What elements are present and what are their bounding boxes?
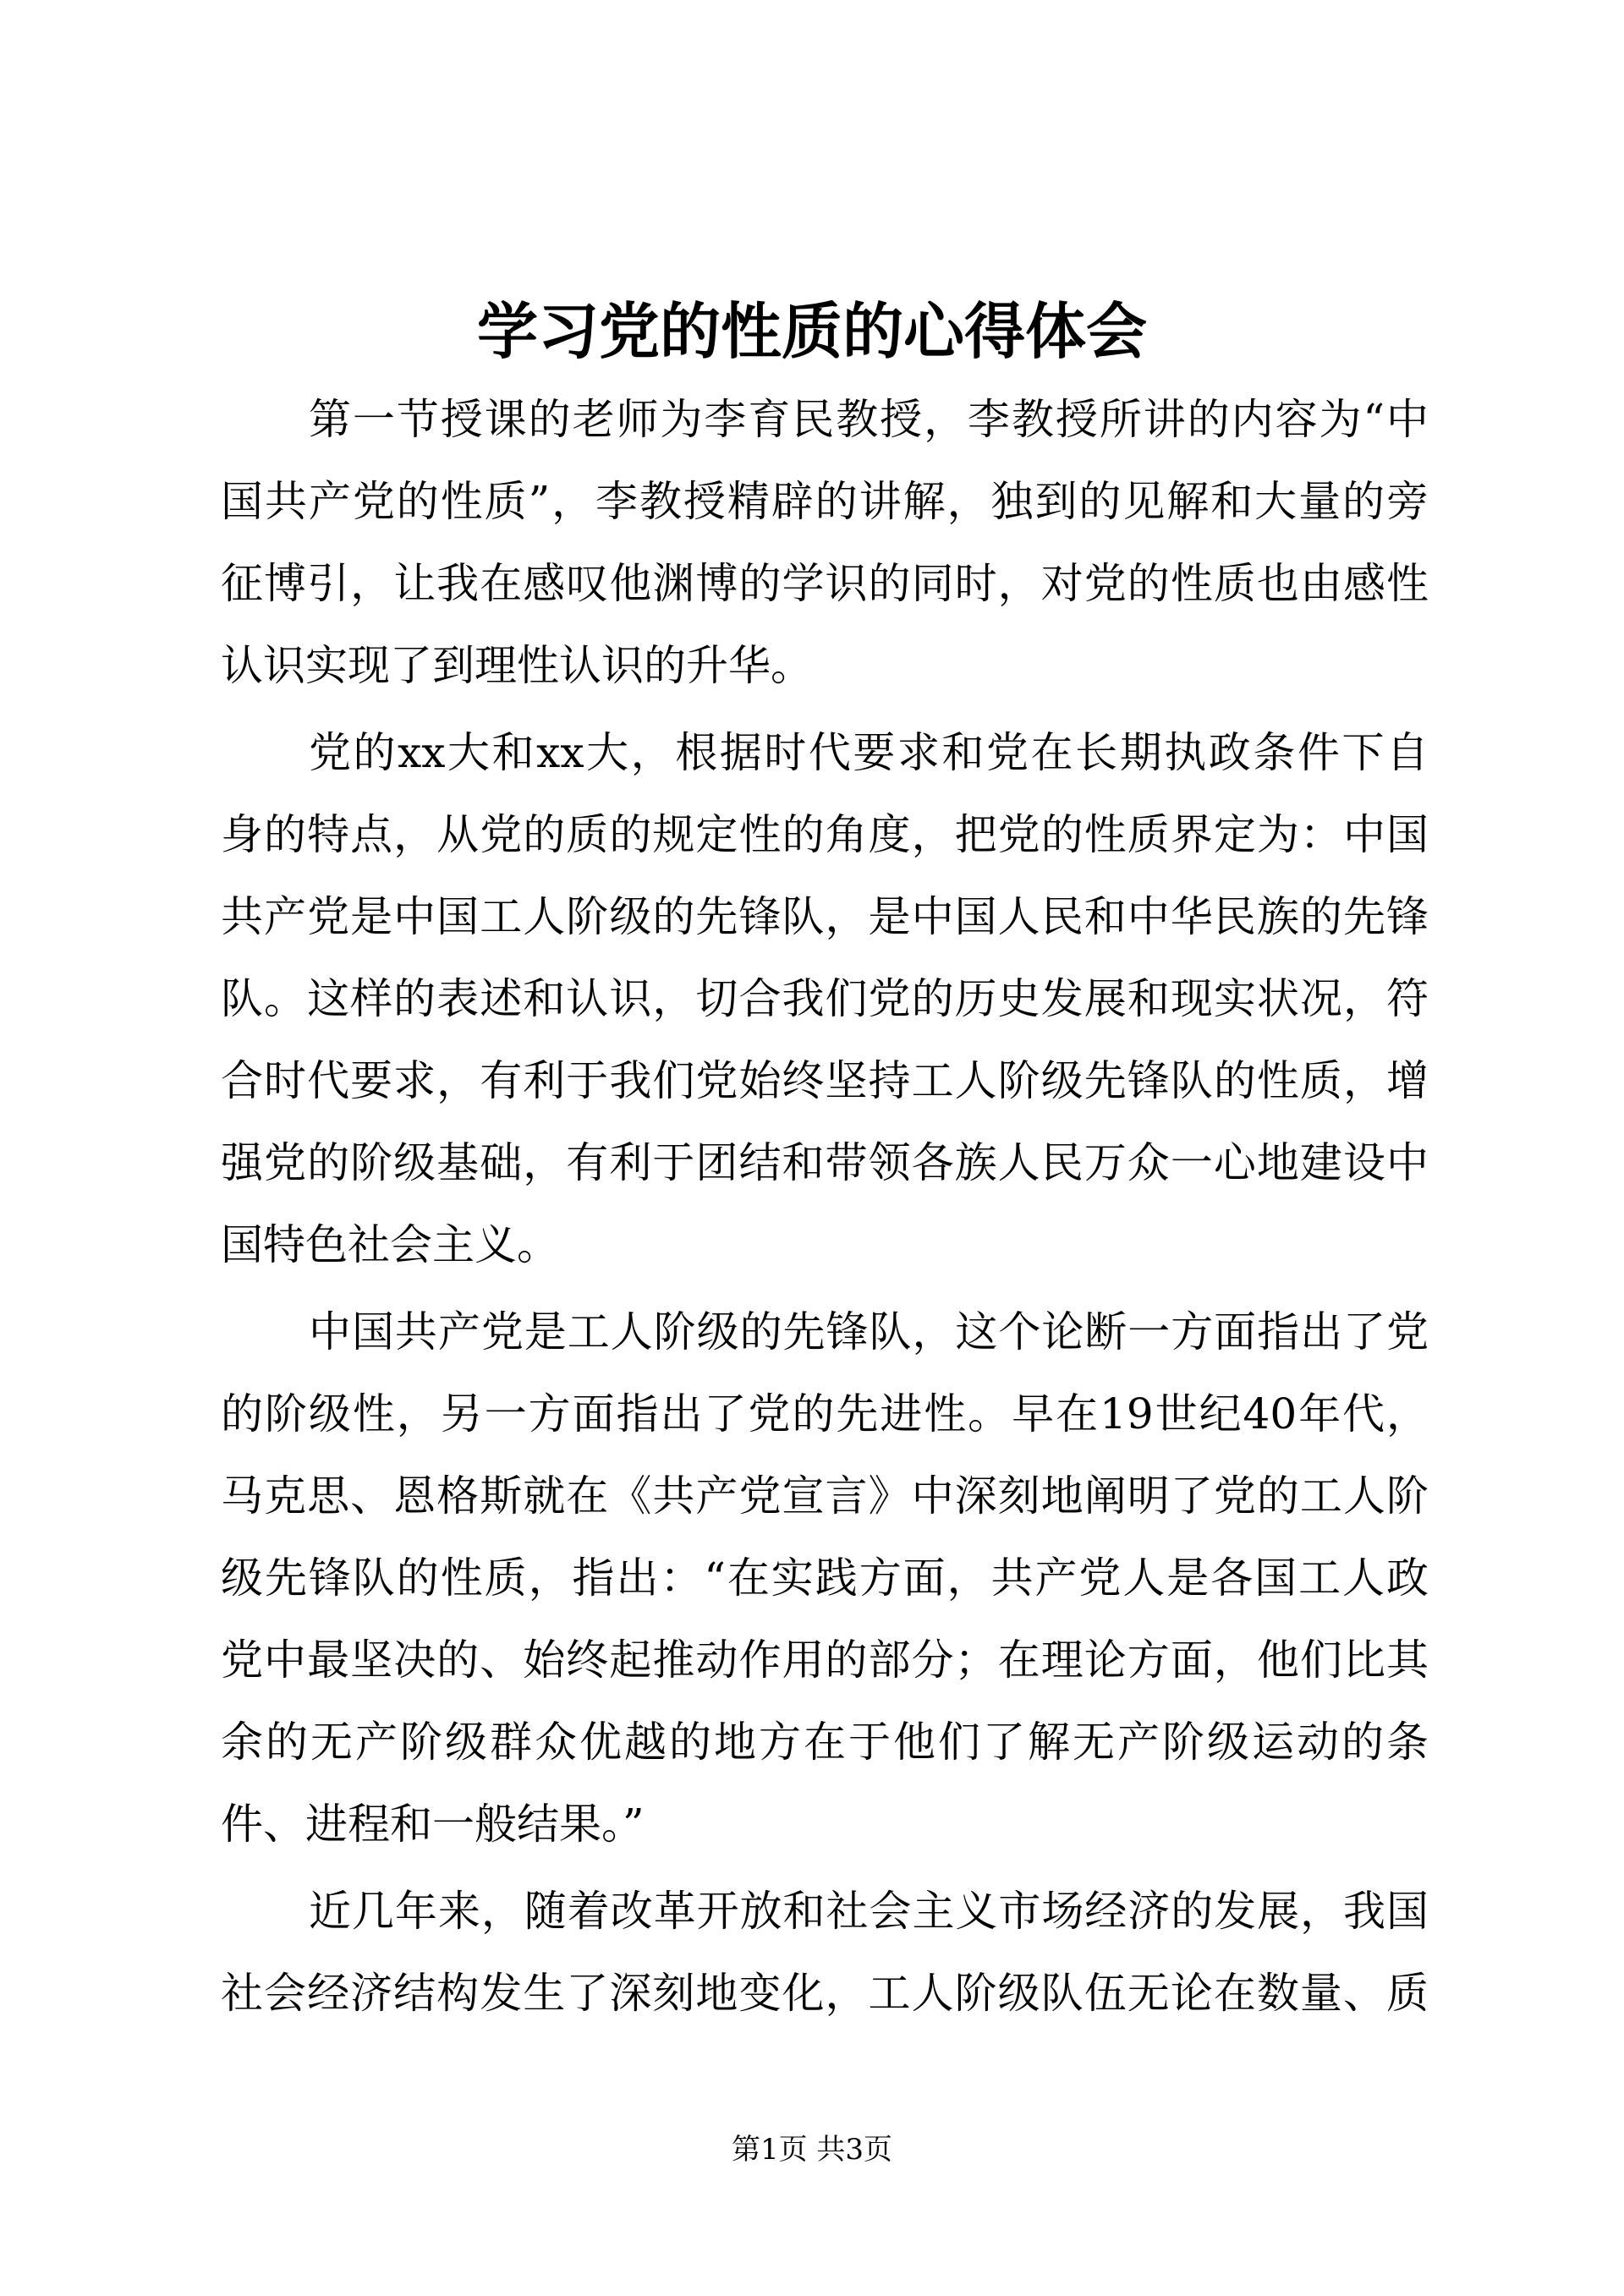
document-body xyxy=(221,379,1429,2040)
paragraph xyxy=(221,1291,1429,1866)
text-line: 近几年来，随着改革开放和社会主义市场经济的发展，我国 xyxy=(309,1887,1429,1936)
text-line: 件、进程和一般结果。” xyxy=(221,1800,645,1849)
text-line: 共产党是中国工人阶级的先锋队，是中国人民和中华民族的先锋 xyxy=(221,892,1429,941)
text-line: 国共产党的性质”，李教授精辟的讲解，独到的见解和大量的旁 xyxy=(221,477,1429,526)
text-line: 国特色社会主义。 xyxy=(221,1220,559,1269)
text-line: 中国共产党是工人阶级的先锋队，这个论断一方面指出了党 xyxy=(309,1307,1429,1356)
text-line: 级先锋队的性质，指出：“在实践方面，共产党人是各国工人政 xyxy=(221,1553,1429,1603)
paragraph xyxy=(221,379,1429,707)
text-line: 征博引，让我在感叹他渊博的学识的同时，对党的性质也由感性 xyxy=(221,559,1429,608)
text-line: 合时代要求，有利于我们党始终坚持工人阶级先锋队的性质，增 xyxy=(221,1056,1429,1105)
text-line: 的阶级性，另一方面指出了党的先进性。早在19世纪40年代， xyxy=(221,1389,1429,1438)
text-line: 身的特点，从党的质的规定性的角度，把党的性质界定为：中国 xyxy=(221,810,1429,859)
paragraph xyxy=(221,712,1429,1286)
text-line: 马克思、恩格斯就在《共产党宣言》中深刻地阐明了党的工人阶 xyxy=(221,1471,1429,1521)
page-number: 第1页 共3页 xyxy=(731,2133,893,2167)
text-line: 党的xx大和xx大，根据时代要求和党在长期执政条件下自 xyxy=(309,728,1429,777)
text-line: 认识实现了到理性认识的升华。 xyxy=(221,641,813,690)
text-line: 第一节授课的老师为李育民教授，李教授所讲的内容为“中 xyxy=(309,395,1429,444)
paragraph xyxy=(221,1871,1429,2035)
text-line: 队。这样的表述和认识，切合我们党的历史发展和现实状况，符 xyxy=(221,974,1429,1023)
document-title: 学习党的性质的心得体会 xyxy=(476,295,1147,367)
text-line: 强党的阶级基础，有利于团结和带领各族人民万众一心地建设中 xyxy=(221,1138,1429,1187)
text-line: 余的无产阶级群众优越的地方在于他们了解无产阶级运动的条 xyxy=(221,1718,1429,1767)
text-line: 社会经济结构发生了深刻地变化，工人阶级队伍无论在数量、质 xyxy=(221,1969,1429,2018)
text-line: 党中最坚决的、始终起推动作用的部分；在理论方面，他们比其 xyxy=(221,1636,1429,1685)
